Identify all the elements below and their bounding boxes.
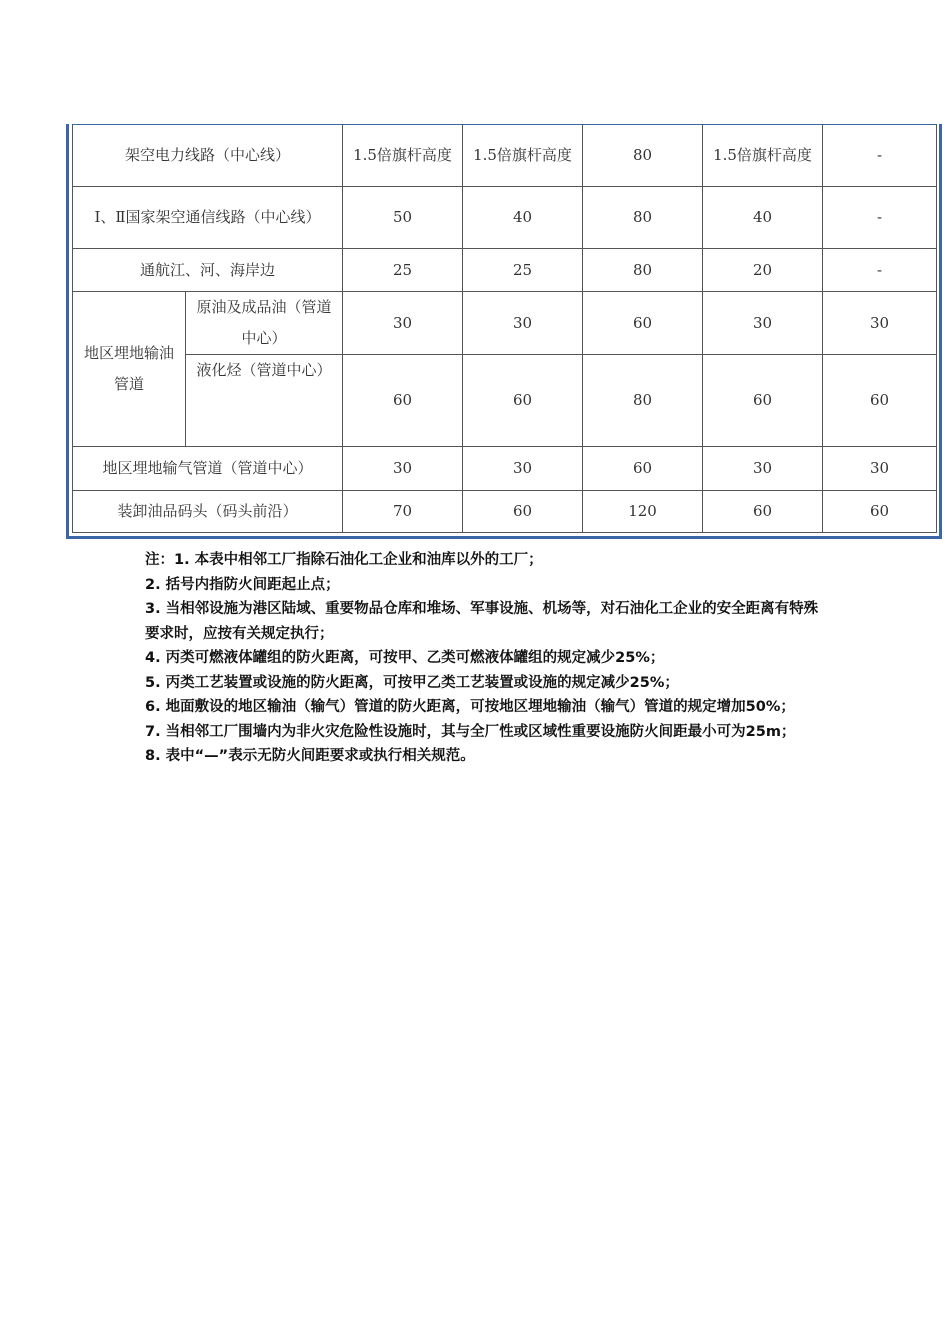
table-cell: 20 (703, 249, 823, 292)
table-cell: 60 (583, 447, 703, 491)
note-item: 4. 丙类可燃液体罐组的防火距离，可按甲、乙类可燃液体罐组的规定减少25%； (145, 650, 665, 666)
table-cell: 1.5倍旗杆高度 (703, 125, 823, 187)
table-cell: 50 (343, 187, 463, 249)
table-cell: 40 (703, 187, 823, 249)
row-label: 架空电力线路（中心线） (73, 125, 343, 187)
table-cell: 1.5倍旗杆高度 (343, 125, 463, 187)
table-cell: 60 (343, 355, 463, 447)
table-cell: 80 (583, 249, 703, 292)
note-item: 7. 当相邻工厂围墙内为非火灾危险性设施时，其与全厂性或区域性重要设施防火间距最小可为25m； (145, 723, 796, 740)
note-item: 注：1. 本表中相邻工厂指除石油化工企业和油库以外的工厂； (145, 552, 543, 568)
distance-table-frame (66, 124, 942, 539)
table-row (73, 292, 937, 355)
table-row (73, 125, 937, 187)
table-notes (145, 548, 820, 769)
table-cell: 25 (343, 249, 463, 292)
table-cell: 120 (583, 491, 703, 533)
table-row (73, 491, 937, 533)
table-cell: 80 (583, 125, 703, 187)
sub-row-label: 原油及成品油（管道中心） (186, 292, 343, 355)
table-cell: 30 (463, 292, 583, 355)
table-cell: 60 (463, 491, 583, 533)
table-cell: 60 (703, 491, 823, 533)
table-cell: 30 (463, 447, 583, 491)
table-cell: 70 (343, 491, 463, 533)
note-item: 6. 地面敷设的地区输油（输气）管道的防火距离，可按地区埋地输油（输气）管道的规定增加50%； (145, 699, 795, 715)
table-cell: 60 (823, 355, 937, 447)
table-cell: - (823, 125, 937, 187)
sub-row-label: 液化烃（管道中心） (186, 355, 343, 447)
note-item: 5. 丙类工艺装置或设施的防火距离，可按甲乙类工艺装置或设施的规定减少25%； (145, 674, 679, 691)
fire-distance-table (72, 124, 937, 533)
table-cell: 25 (463, 249, 583, 292)
table-cell: 30 (823, 292, 937, 355)
table-cell: 30 (343, 292, 463, 355)
row-label: 地区埋地输气管道（管道中心） (73, 447, 343, 491)
note-item: 2. 括号内指防火间距起止点； (145, 576, 340, 593)
table-cell: 30 (703, 292, 823, 355)
row-label: 通航江、河、海岸边 (73, 249, 343, 292)
group-label: 地区埋地输油管道 (73, 292, 186, 447)
table-cell: 30 (343, 447, 463, 491)
note-item: 3. 当相邻设施为港区陆域、重要物品仓库和堆场、军事设施、机场等，对石油化工企业的安全距离有特殊要求时，应按有关规定执行； (145, 601, 819, 642)
table-cell: 60 (463, 355, 583, 447)
table-cell: - (823, 187, 937, 249)
row-label: Ⅰ、Ⅱ国家架空通信线路（中心线） (73, 187, 343, 249)
row-label: 装卸油品码头（码头前沿） (73, 491, 343, 533)
table-cell: 30 (703, 447, 823, 491)
note-item: 8. 表中“—”表示无防火间距要求或执行相关规范。 (145, 748, 475, 764)
table-cell: 1.5倍旗杆高度 (463, 125, 583, 187)
table-cell: 40 (463, 187, 583, 249)
table-cell: - (823, 249, 937, 292)
table-row (73, 249, 937, 292)
table-cell: 60 (703, 355, 823, 447)
table-cell: 60 (823, 491, 937, 533)
table-row (73, 447, 937, 491)
table-row (73, 187, 937, 249)
table-cell: 80 (583, 187, 703, 249)
table-cell: 80 (583, 355, 703, 447)
table-row (73, 355, 937, 447)
table-cell: 30 (823, 447, 937, 491)
table-cell: 60 (583, 292, 703, 355)
